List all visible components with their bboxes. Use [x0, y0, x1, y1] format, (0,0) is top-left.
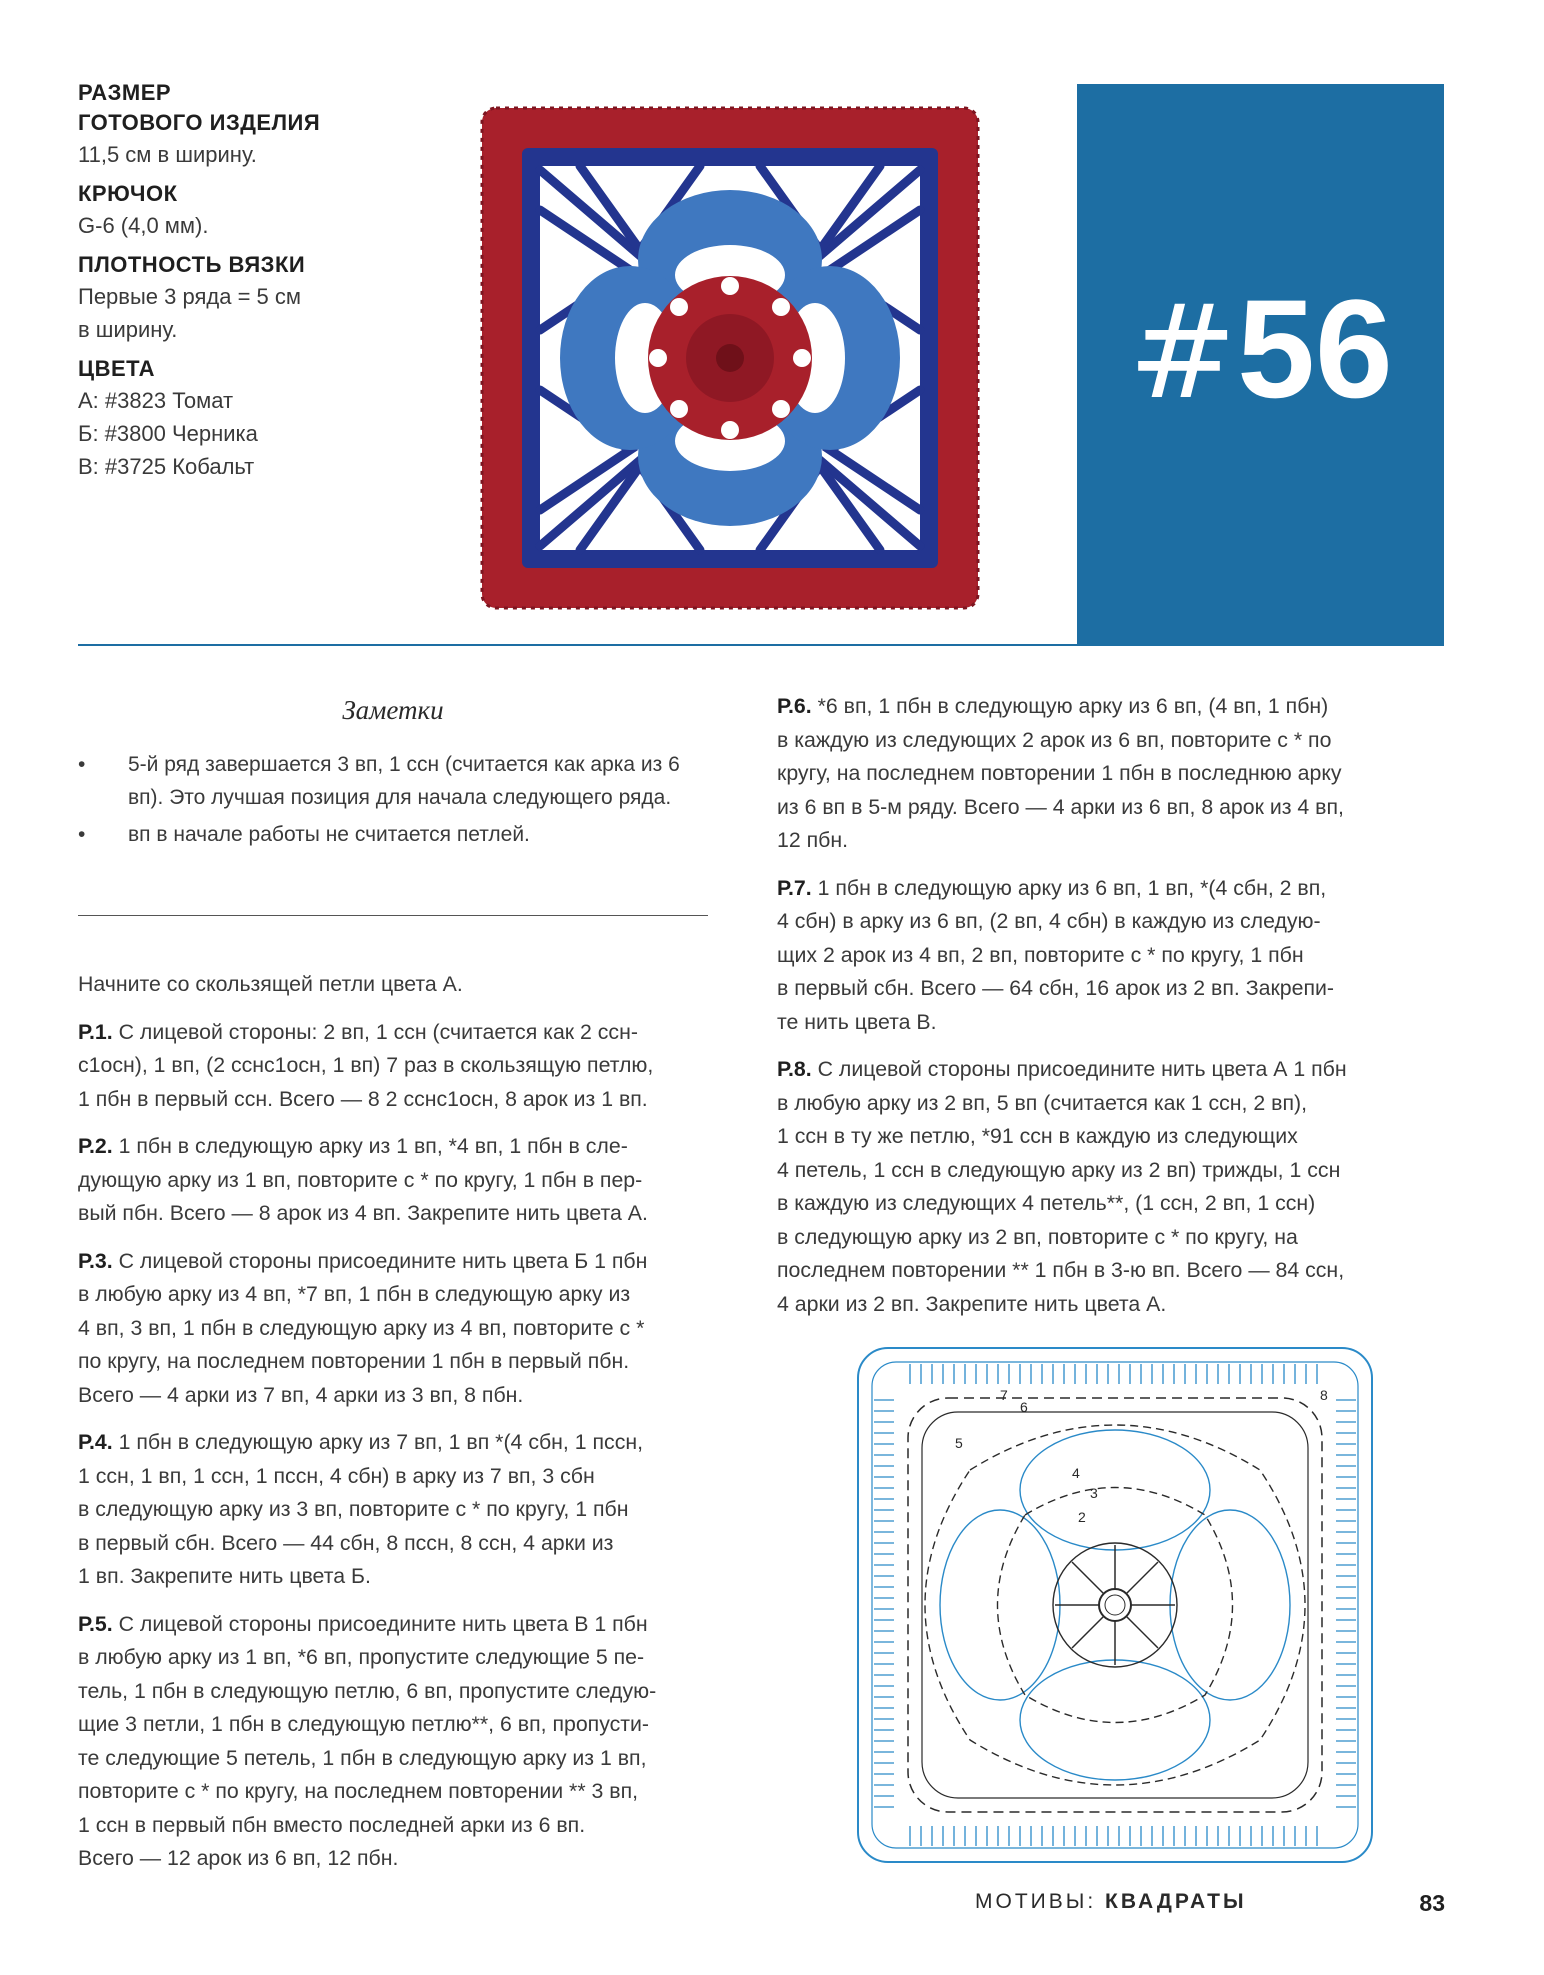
pattern-number: [1077, 270, 1444, 428]
size-heading-line1: РАЗМЕР: [78, 80, 172, 105]
row-3: [78, 1245, 748, 1413]
footer-section-name: КВАДРАТЫ: [1105, 1890, 1247, 1913]
intro-text: Начните со скользящей петли цвета А.: [78, 972, 463, 996]
footer-section-title: [975, 1890, 1247, 1914]
note-item: [78, 748, 708, 814]
row-2-label: Р.2.: [78, 1134, 113, 1158]
specs-block: [78, 78, 478, 491]
gauge-group: [78, 250, 478, 346]
color-c: В: #3725 Кобальт: [78, 454, 255, 479]
row-4-text: 1 пбн в следующую арку из 7 вп, 1 вп *(4 сбн, 1 пссн, 1 ссн, 1 вп, 1 ссн, 1 пссн, 4 сбн) в арку из 7 вп, 3 сбн в следующую арку из 3 вп, повторите с * по кругу, 1 пбн в первый сбн. Всего — 44 сбн, 8 пссн, 8 ссн, 4 арки из 1 вп. Закрепите нить цвета Б.: [78, 1430, 644, 1588]
row-1-label: Р.1.: [78, 1019, 113, 1044]
row-5-label: Р.5.: [78, 1611, 113, 1636]
chart-label-row-5: 5: [955, 1435, 963, 1451]
colors-group: [78, 354, 478, 483]
row-4: [78, 1426, 748, 1594]
color-b: Б: #3800 Черника: [78, 421, 258, 446]
footer-section-prefix: МОТИВЫ:: [975, 1890, 1106, 1913]
chart-label-row-8: 8: [1320, 1387, 1328, 1403]
pattern-number-digits: 56: [1237, 270, 1393, 427]
pattern-number-box: [1077, 84, 1444, 645]
notes-list: [78, 748, 708, 855]
size-group: [78, 78, 478, 171]
row-5-text: С лицевой стороны присоедините нить цвета В 1 пбн в любую арку из 1 вп, *6 вп, пропустите следующие 5 пе- тель, 1 пбн в следующую петлю, 6 вп, пропустите следую- щие 3 петли, 1 пбн в следующую петлю**, 6 вп, пропусти- те следующие 5 петель, 1 пбн в следующую арку из 1 вп, повторите с * по кругу, на последнем повторении ** 3 вп, 1 ссн в первый пбн вместо последней арки из 6 вп. Всего — 12 арок из 6 вп, 12 пбн.: [78, 1611, 657, 1870]
chart-label-row-6: 6: [1020, 1399, 1028, 1415]
row-7-text: 1 пбн в следующую арку из 6 вп, 1 вп, *(4 сбн, 2 вп, 4 сбн) в арку из 6 вп, (2 вп, 4 сбн) в каждую из следую- щих 2 арок из 4 вп, 2 вп, повторите с * по кругу, 1 пбн в первый сбн. Всего — 64 сбн, 16 арок из 2 вп. Закрепи- те нить цвета В.: [777, 875, 1334, 1034]
row-1: [78, 1016, 748, 1117]
header-divider: [78, 644, 1444, 646]
instructions-right-column: [777, 690, 1457, 1335]
row-6: [777, 690, 1457, 858]
note-item: [78, 818, 708, 851]
chart-label-row-4: 4: [1072, 1465, 1080, 1481]
colors-heading: ЦВЕТА: [78, 356, 156, 381]
hook-value: G-6 (4,0 мм).: [78, 213, 209, 238]
row-6-label: Р.6.: [777, 694, 812, 718]
row-3-text: С лицевой стороны присоедините нить цвета Б 1 пбн в любую арку из 4 вп, *7 вп, 1 пбн в следующую арку из 4 вп, 3 вп, 1 пбн в следующую арку из 4 вп, повторите с * по кругу, на последнем повторении 1 пбн в первый пбн. Всего — 4 арки из 7 вп, 4 арки из 3 вп, 8 пбн.: [78, 1248, 648, 1407]
gauge-value-line2: в ширину.: [78, 317, 178, 342]
gauge-heading: ПЛОТНОСТЬ ВЯЗКИ: [78, 252, 306, 277]
notes-divider: [78, 915, 708, 916]
row-4-label: Р.4.: [78, 1430, 113, 1454]
row-6-text: *6 вп, 1 пбн в следующую арку из 6 вп, (4 вп, 1 пбн) в каждую из следующих 2 арок из 6 вп, повторите с * по кругу, на последнем повторении 1 пбн в последнюю арку из 6 вп в 5-м ряду. Всего — 4 арки из 6 вп, 8 арок из 4 вп, 12 пбн.: [777, 694, 1344, 852]
chart-label-row-7: 7: [1000, 1387, 1008, 1403]
hook-group: [78, 179, 478, 242]
row-8: [777, 1053, 1457, 1321]
row-2: [78, 1130, 748, 1231]
chart-label-row-2: 2: [1078, 1509, 1086, 1525]
page-number: 83: [1419, 1890, 1445, 1916]
chart-label-row-3: 3: [1090, 1485, 1098, 1501]
page-footer: [975, 1890, 1445, 1926]
row-8-label: Р.8.: [777, 1057, 812, 1081]
size-value: 11,5 см в ширину.: [78, 142, 257, 167]
row-3-label: Р.3.: [78, 1248, 113, 1273]
bullet-icon: •: [78, 753, 86, 776]
notes-title: Заметки: [342, 695, 444, 725]
note-text: вп в начале работы не считается петлей.: [128, 823, 530, 846]
pattern-number-hash: #: [1128, 276, 1238, 428]
row-8-text: С лицевой стороны присоедините нить цвета А 1 пбн в любую арку из 2 вп, 5 вп (считается как 1 ссн, 2 вп), 1 ссн в ту же петлю, *91 ссн в каждую из следующих 4 петель, 1 ссн в следующую арку из 2 вп) трижды, 1 ссн в каждую из следующих 4 петель**, (1 ссн, 2 вп, 1 ссн) в следующую арку из 2 вп, повторите с * по кругу, на последнем повторении ** 1 пбн в 3-ю вп. Всего — 84 ссн, 4 арки из 2 вп. Закрепите нить цвета А.: [777, 1057, 1347, 1316]
row-7-label: Р.7.: [777, 875, 812, 900]
hook-heading: КРЮЧОК: [78, 181, 178, 206]
color-a: А: #3823 Томат: [78, 388, 234, 413]
row-1-text: С лицевой стороны: 2 вп, 1 ссн (считается как 2 ссн- с1осн), 1 вп, (2 сснс1осн, 1 вп) 7 раз в скользящую петлю, 1 пбн в первый ссн. Всего — 8 2 сснс1осн, 8 арок из 1 вп.: [78, 1019, 654, 1111]
bullet-icon: •: [78, 823, 86, 846]
size-heading-line2: ГОТОВОГО ИЗДЕЛИЯ: [78, 110, 321, 135]
crochet-square-photo: [470, 100, 990, 620]
instructions-left-column: [78, 968, 748, 1890]
crochet-chart-diagram: [850, 1340, 1380, 1870]
row-2-text: 1 пбн в следующую арку из 1 вп, *4 вп, 1 пбн в сле- дующую арку из 1 вп, повторите с * по кругу, 1 пбн в пер- вый пбн. Всего — 8 арок из 4 вп. Закрепите нить цвета А.: [78, 1134, 648, 1225]
row-5: [78, 1608, 748, 1876]
note-text: 5-й ряд завершается 3 вп, 1 ссн (считается как арка из 6 вп). Это лучшая позиция для начала следующего ряда.: [128, 753, 680, 809]
row-7: [777, 872, 1457, 1040]
gauge-value-line1: Первые 3 ряда = 5 см: [78, 284, 301, 309]
